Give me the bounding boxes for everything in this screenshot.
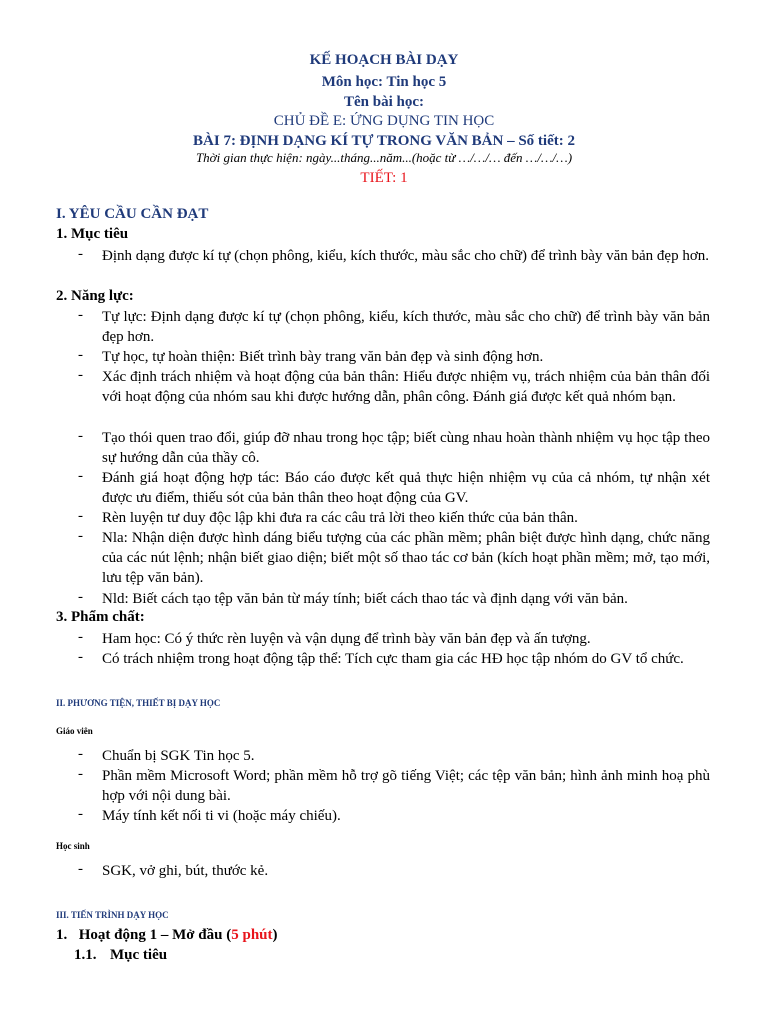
activity-prefix: Hoạt động 1 – Mở đầu ( — [78, 927, 232, 943]
competence-item: Tạo thói quen trao đổi, giúp đỡ nhau trong học tập; biết cùng nhau hoàn thành nhiệm vụ học tập theo sự hướng dẫn của thầy cô. — [102, 430, 710, 466]
section-3-heading: III. TIẾN TRÌNH DẠY HỌC — [56, 910, 169, 920]
activity-time: 5 phút — [231, 927, 273, 943]
bullet-dash: - — [78, 367, 83, 383]
activity-suffix: ) — [272, 927, 278, 943]
goal-heading: 1. Mục tiêu — [56, 226, 129, 242]
goal-item: Định dạng được kí tự (chọn phông, kiểu, kích thước, màu sắc cho chữ) để trình bày văn bản đẹp hơn. — [102, 248, 710, 264]
competence-heading: 2. Năng lực: — [56, 288, 134, 304]
bullet-dash: - — [78, 307, 83, 323]
teacher-heading: Giáo viên — [56, 726, 93, 736]
competence-item: Đánh giá hoạt động hợp tác: Báo cáo được kết quả thực hiện nhiệm vụ của cả nhóm, tự nhận xét được ưu điểm, thiếu sót của bản thân theo hoạt động của GV. — [102, 470, 710, 506]
sub-title: Mục tiêu — [110, 947, 168, 963]
bullet-dash: - — [78, 468, 83, 484]
bullet-dash: - — [78, 766, 83, 782]
topic-line: CHỦ ĐỀ E: ỨNG DỤNG TIN HỌC — [273, 113, 495, 129]
competence-item: Rèn luyện tư duy độc lập khi đưa ra các câu trả lời theo kiến thức của bản thân. — [102, 510, 578, 526]
competence-item: Nla: Nhận diện được hình dáng biểu tượng của các phần mềm; phân biệt được hình dạng, chức năng của các nút lệnh; nhận biết giao diện; biết một số thao tác cơ bản (kích hoạt phần mềm; mở, tạo mới, lưu tệp văn bản). — [102, 530, 710, 586]
sub-heading — [74, 947, 167, 964]
competence-item: Nld: Biết cách tạo tệp văn bản từ máy tính; biết cách thao tác và định dạng với văn bản. — [102, 591, 628, 607]
document-title: KẾ HOẠCH BÀI DẠY — [309, 52, 459, 68]
bullet-dash: - — [78, 246, 83, 262]
teacher-item: Chuẩn bị SGK Tin học 5. — [102, 748, 255, 764]
teacher-item: Máy tính kết nối ti vi (hoặc máy chiếu). — [102, 808, 341, 824]
bullet-dash: - — [78, 508, 83, 524]
competence-item: Tự lực: Định dạng được kí tự (chọn phông, kiểu, kích thước, màu sắc cho chữ) để trình bày văn bản đẹp hơn. — [102, 309, 710, 345]
sub-number: 1.1. — [74, 947, 97, 963]
bullet-dash: - — [78, 528, 83, 544]
period-line: TIẾT: 1 — [360, 170, 408, 186]
bullet-dash: - — [78, 589, 83, 605]
competence-item: Xác định trách nhiệm và hoạt động của bản thân: Hiểu được nhiệm vụ, trách nhiệm của bản thân đối với hoạt động của nhóm sau khi được hướng dẫn, phân công. Đánh giá được kết quả nhóm bạn. — [102, 369, 710, 405]
quality-item: Ham học: Có ý thức rèn luyện và vận dụng để trình bày văn bản đẹp và ấn tượng. — [102, 631, 591, 647]
competence-item: Tự học, tự hoàn thiện: Biết trình bày trang văn bản đẹp và sinh động hơn. — [102, 349, 544, 365]
lesson-line: BÀI 7: ĐỊNH DẠNG KÍ TỰ TRONG VĂN BẢN – Số tiết: 2 — [193, 133, 575, 149]
bullet-dash: - — [78, 746, 83, 762]
subject-line: Môn học: Tin học 5 — [321, 74, 447, 90]
lesson-name-label: Tên bài học: — [343, 94, 424, 110]
teacher-item: Phần mềm Microsoft Word; phần mềm hỗ trợ gõ tiếng Việt; các tệp văn bản; hình ảnh minh hoạ phù hợp với nội dung bài. — [102, 768, 710, 804]
bullet-dash: - — [78, 347, 83, 363]
time-line: Thời gian thực hiện: ngày...tháng...năm...(hoặc từ …/…/… đến …/…/…) — [195, 150, 573, 165]
student-item: SGK, vở ghi, bút, thước kẻ. — [102, 863, 269, 879]
bullet-dash: - — [78, 649, 83, 665]
quality-heading: 3. Phẩm chất: — [56, 609, 145, 625]
bullet-dash: - — [78, 861, 83, 877]
bullet-dash: - — [78, 428, 83, 444]
student-heading: Học sinh — [56, 841, 90, 851]
section-2-heading: II. PHƯƠNG TIỆN, THIẾT BỊ DẠY HỌC — [56, 698, 221, 708]
activity-number: 1. — [56, 927, 68, 943]
section-1-heading: I. YÊU CẦU CẦN ĐẠT — [56, 206, 209, 222]
activity-heading — [56, 927, 278, 944]
quality-item: Có trách nhiệm trong hoạt động tập thể: Tích cực tham gia các HĐ học tập nhóm do GV tổ chức. — [102, 651, 684, 667]
bullet-dash: - — [78, 806, 83, 822]
bullet-dash: - — [78, 629, 83, 645]
